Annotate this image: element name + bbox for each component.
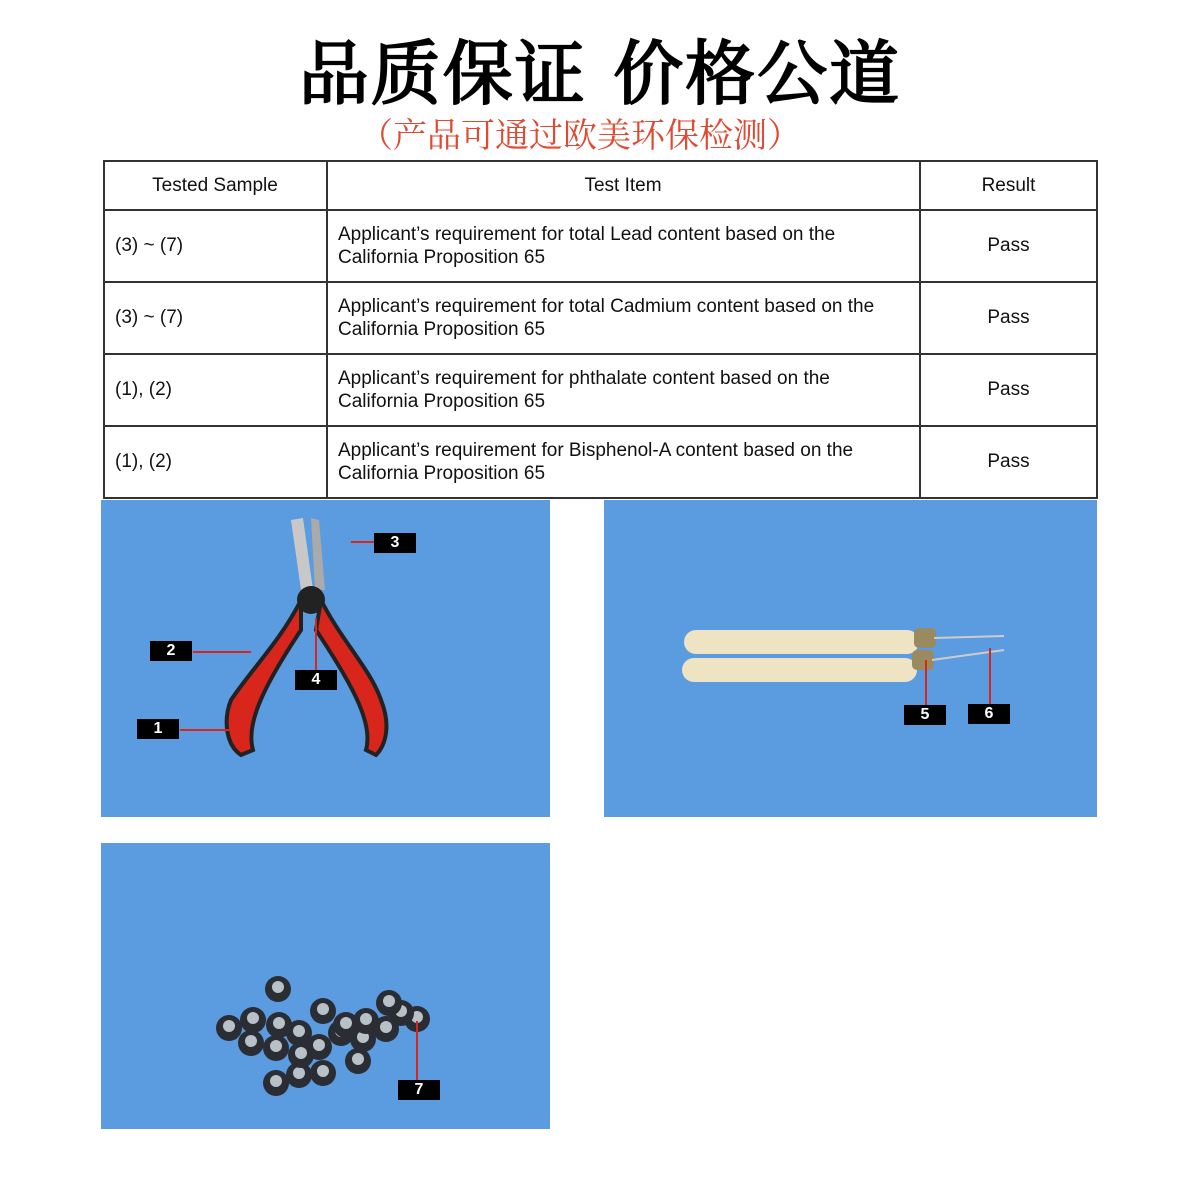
- bead-hole: [360, 1013, 372, 1025]
- test-item-line: Applicant’s requirement for total Cadmium content based on the: [338, 296, 875, 317]
- sample-cell: (1), (2): [104, 426, 327, 498]
- pliers-photo: [101, 500, 550, 817]
- label-7: 7: [398, 1080, 440, 1100]
- test-item-line: Applicant’s requirement for total Lead content based on the: [338, 224, 836, 245]
- test-item-cell: [327, 354, 920, 426]
- table-header-row: [104, 161, 1097, 210]
- column-header-test-item: Test Item: [327, 161, 920, 210]
- label-4: 4: [295, 670, 337, 690]
- bead-hole: [273, 1017, 285, 1029]
- bead-hole: [270, 1075, 282, 1087]
- bead-hole: [317, 1065, 329, 1077]
- sample-cell: (3) ~ (7): [104, 210, 327, 282]
- bead-hole: [352, 1053, 364, 1065]
- label-3: 3: [374, 533, 416, 553]
- bead-hole: [295, 1047, 307, 1059]
- bead-hole: [247, 1012, 259, 1024]
- result-cell: Pass: [920, 426, 1097, 498]
- bead-hole: [270, 1040, 282, 1052]
- label-6: 6: [968, 704, 1010, 724]
- test-item-cell: [327, 210, 920, 282]
- result-cell: Pass: [920, 210, 1097, 282]
- bead-hole: [293, 1025, 305, 1037]
- sample-cell: (1), (2): [104, 354, 327, 426]
- label-5: 5: [904, 705, 946, 725]
- page-subtitle: （产品可通过欧美环保检测）: [359, 116, 801, 156]
- table-row: [104, 282, 1097, 354]
- test-item-line: California Proposition 65: [338, 319, 546, 340]
- hooks-illustration: [604, 500, 1097, 817]
- column-header-sample: Tested Sample: [104, 161, 327, 210]
- table-row: [104, 426, 1097, 498]
- result-cell: Pass: [920, 282, 1097, 354]
- bead-hole: [340, 1017, 352, 1029]
- test-item-line: Applicant’s requirement for phthalate content based on the: [338, 368, 830, 389]
- label-2: 2: [150, 641, 192, 661]
- test-item-line: California Proposition 65: [338, 463, 546, 484]
- result-cell: Pass: [920, 354, 1097, 426]
- test-item-cell: [327, 426, 920, 498]
- test-item-line: California Proposition 65: [338, 391, 546, 412]
- bead-hole: [313, 1039, 325, 1051]
- table-row: [104, 354, 1097, 426]
- table-row: [104, 210, 1097, 282]
- column-header-result: Result: [920, 161, 1097, 210]
- hooks-photo: [604, 500, 1097, 817]
- test-item-cell: [327, 282, 920, 354]
- beads-illustration: [101, 843, 550, 1129]
- label-1: 1: [137, 719, 179, 739]
- test-results-table: [103, 160, 1098, 499]
- bead-hole: [293, 1067, 305, 1079]
- page-title: 品质保证 价格公道: [298, 33, 902, 115]
- beads-photo: [101, 843, 550, 1129]
- bead-hole: [380, 1021, 392, 1033]
- bead-hole: [223, 1020, 235, 1032]
- bead-hole: [272, 981, 284, 993]
- test-item-line: Applicant’s requirement for Bisphenol-A content based on the: [338, 440, 854, 461]
- bead-hole: [383, 995, 395, 1007]
- test-item-line: California Proposition 65: [338, 247, 546, 268]
- sample-cell: (3) ~ (7): [104, 282, 327, 354]
- bead-hole: [245, 1035, 257, 1047]
- bead-hole: [317, 1003, 329, 1015]
